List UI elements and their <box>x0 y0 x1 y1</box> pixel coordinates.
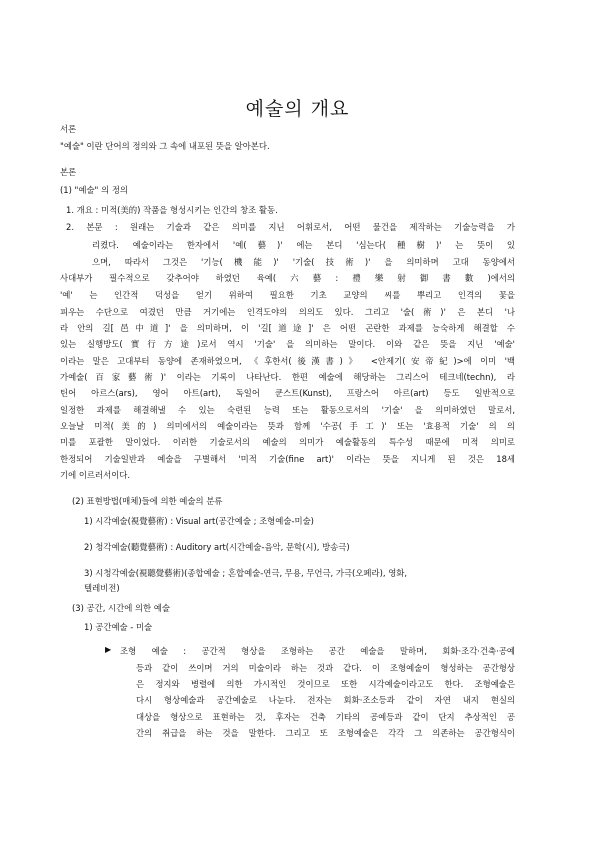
paragraph-line: 있는 실행방도(實行方途)로서 역시 '기술' 을 의미하는 말이다. 이와 같은 뜻을 지닌 '예술' <box>60 339 515 349</box>
paragraph-line: '예' 는 인간적 덕성을 얻기 위하여 필요한 기초 교양의 씨를 뿌리고 인격의 꽃을 <box>60 290 515 300</box>
paragraph-line: 피우는 수단으로 여겼던 만큼 거기에는 인격도야의 의의도 있다. 그리고 '술(術)' 은 본디 '나 <box>60 307 515 317</box>
bullet-line: 대상을 형상으로 표현하는 것, 후자는 건축 기타의 공예등과 같이 단지 추상적인 공 <box>136 712 515 722</box>
bullet-line: 다시 형상예술과 공간예술로 나눈다. 전자는 회화·조소등과 같이 자연 내지 현실의 <box>136 695 515 705</box>
intro-text: "예술" 이란 단어의 정의와 그 속에 내포된 뜻을 알아본다. <box>60 141 270 151</box>
paragraph-line: 틴어 아르스(ars), 영어 아트(art), 독일어 쿤스트(Kunst), 프랑스어 아르(art) 등도 일반적으로 <box>60 388 515 398</box>
section-2-item: 3) 시청각예술(視聽覺藝術)(종합예술 ; 혼합예술-연극, 무용, 무언극, 가극(오페라), 영화, <box>84 568 408 578</box>
paragraph-line: 이라는 말은 고대부터 동양에 존재하였으며, 《후한서(後漢書)》 <안제기(安帝紀)>에 이미 '백 <box>60 356 515 366</box>
section-2-item-continued: 텔레비전) <box>84 583 120 593</box>
section-1-item-1: 1. 개요 : 미적(美的) 작품을 형성시키는 인간의 창조 활동. <box>66 205 278 215</box>
section-2-item: 1) 시각예술(視覺藝術) : Visual art(공간예술 ; 조형예술-미술) <box>84 516 314 526</box>
paragraph-line: 일정한 과제를 해결해낼 수 있는 숙련된 능력 또는 활동으로서의 '기술' 을 의미하였던 말로서, <box>60 405 515 415</box>
paragraph-line: 미를 포괄한 말이었다. 이러한 기술로서의 예술의 의미가 예술활동의 특수성 때문에 미적 의미로 <box>60 437 515 447</box>
paragraph-line: 리켰다. 예술이라는 한자에서 '예(藝)' 에는 본디 '심는다(種樹)' 는 뜻이 있 <box>92 240 515 250</box>
bullet-line: 등과 같이 쓰이며 거의 미술이라 하는 것과 같다. 이 조형예술이 형성하는 공간형상 <box>136 663 515 673</box>
section-2-heading: (2) 표현방법(매체)들에 의한 예술의 분류 <box>72 496 223 506</box>
bullet-line: 조형 예술 : 공간적 형상을 조형하는 공간 예술을 말하며, 회화·조각·건축·공예 <box>120 646 515 656</box>
bullet-line: 간의 취급을 하는 것을 말한다. 그리고 또 조형예술은 각각 그 의존하는 공간형식이 <box>136 728 515 738</box>
paragraph-line: 한정되어 기술일반과 예술을 구별해서 '미적 기술(fine art)' 이라는 뜻을 지니게 된 것은 18세 <box>60 454 515 464</box>
body-heading: 본론 <box>60 167 77 177</box>
section-1-heading: (1) "예술" 의 정의 <box>60 185 129 195</box>
section-2-item: 2) 청각예술(聽覺藝術) : Auditory art(시간예술-음악, 문학(시), 방송극) <box>84 542 350 552</box>
paragraph-line: 2. 본문 : 원래는 기술과 같은 의미를 지닌 어휘로서, 어떤 물건을 제작하는 기술능력을 가 <box>66 222 515 232</box>
paragraph-line: 라 안의 길[邑中道]' 을 의미하며, 이 '길[道途]' 은 어떤 곤란한 과제를 능숙하게 해결할 수 <box>60 323 515 333</box>
page-title: 예술의 개요 <box>245 98 350 120</box>
section-3-subheading: 1) 공간예술 - 미술 <box>84 622 153 632</box>
bullet-line: 은 정지와 병렬에 의한 가시적인 것이므로 또한 시각예술이라고도 한다. 조형예술은 <box>136 679 515 689</box>
section-3-heading: (3) 공간, 시간에 의한 예술 <box>72 603 170 613</box>
paragraph-line: 오늘날 미적(美的) 의미에서의 예술이라는 뜻과 함께 '수공(手工)' 또는 '효용적 기술' 의 의 <box>60 421 515 431</box>
paragraph-line: 기에 이르러서이다. <box>60 470 131 480</box>
intro-heading: 서론 <box>60 124 77 134</box>
paragraph-line: 사대부가 필수적으로 갖추어야 하였던 육예(六藝:禮樂射御書數)에서의 <box>60 273 515 283</box>
triangle-bullet-icon: ▶ <box>105 645 112 654</box>
paragraph-line: 가예술(百家藝術)' 이라는 기록이 나타난다. 한편 예술에 해당하는 그리스어 테크네(techn), 라 <box>60 372 515 382</box>
paragraph-line: 으며, 따라서 그것은 '기능(機能)' '기술(技術)' 을 의미하며 고대 동양에서 <box>92 257 515 267</box>
